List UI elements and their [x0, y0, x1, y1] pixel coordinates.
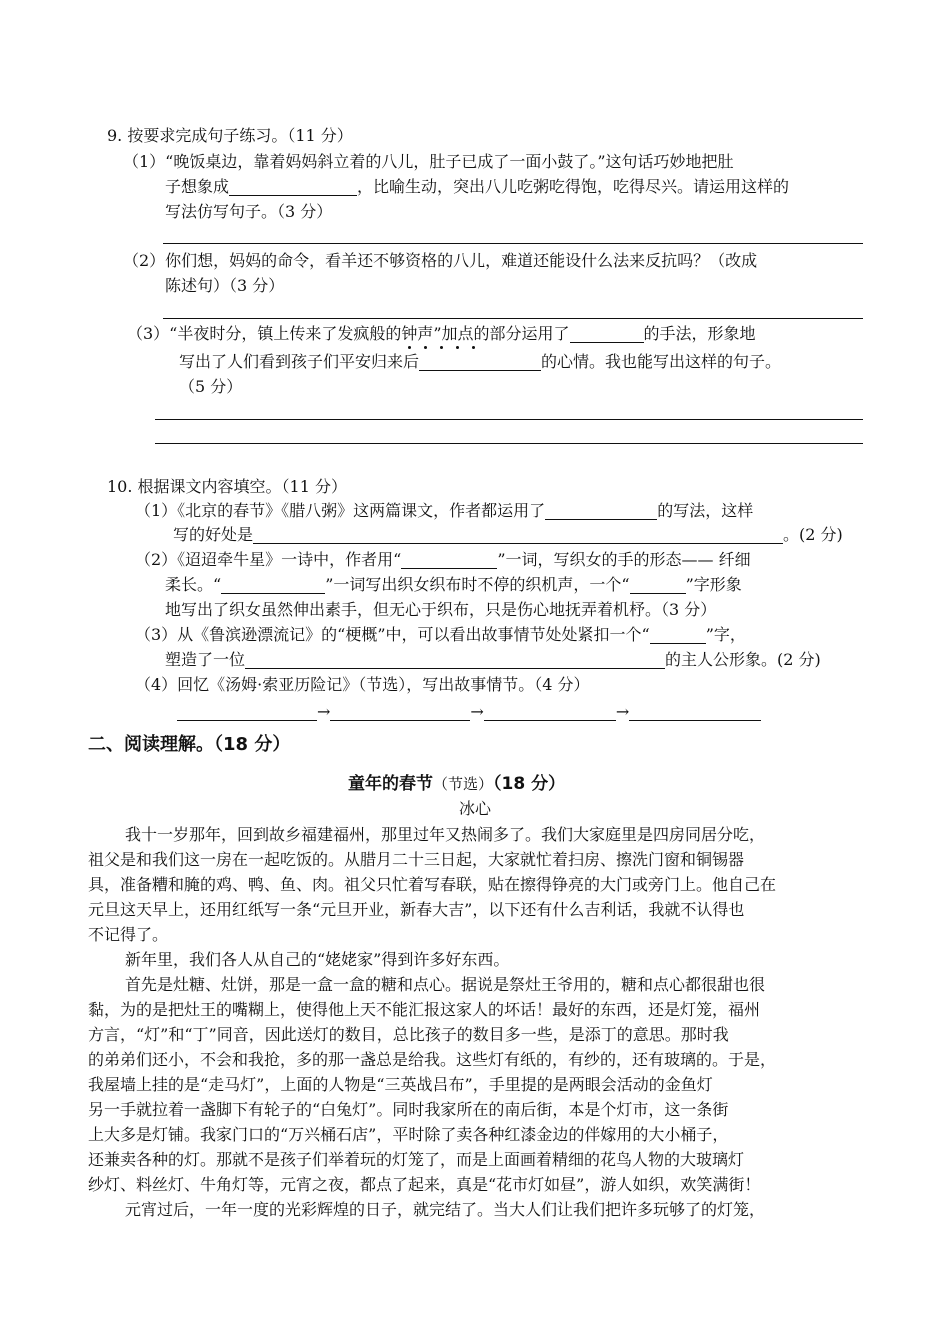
q10-s1-text-b: 的写法，这样 — [657, 501, 754, 520]
q10-s2-blank3[interactable] — [630, 577, 686, 594]
q10-s4-plot-chain — [177, 700, 761, 724]
emphasis-dot — [472, 346, 475, 349]
passage-line: 元宵过后，一年一度的光彩辉煌的日子，就完结了。当大人们让我们把许多玩够了的灯笼， — [125, 1200, 766, 1219]
q9-s2-line2: 陈述句）（3 分） — [165, 276, 285, 295]
passage-line: 首先是灶糖、灶饼，那是一盒一盒的糖和点心。据说是祭灶王爷用的，糖和点心都很甜也很 — [125, 975, 766, 994]
q9-s3-answer-line-2[interactable] — [155, 443, 863, 444]
q10-s1-blank1[interactable] — [545, 503, 657, 520]
passage-author: 冰心 — [459, 799, 492, 818]
arrow-icon: → — [470, 702, 484, 721]
q10-s3-line1 — [135, 623, 746, 647]
q10-s3-blank1[interactable] — [650, 627, 706, 644]
q9-s3-text-c: 写出了人们看到孩子们平安归来后 — [179, 352, 420, 371]
q10-s3-blank2[interactable] — [245, 652, 665, 669]
q10-s2-blank2[interactable] — [221, 577, 325, 594]
q10-s1-text-d: 。(2 分) — [783, 525, 843, 544]
emphasis-dot — [440, 346, 443, 349]
passage-line: 还兼卖各种的灯。那就不是孩子们举着玩的灯笼了，而是上面画着精细的花鸟人物的大玻璃灯 — [88, 1150, 745, 1169]
arrow-icon: → — [615, 702, 630, 721]
q10-s1-line2 — [173, 523, 843, 547]
q9-s3-line1 — [127, 322, 756, 346]
arrow-icon: → — [317, 702, 331, 721]
emphasis-dot — [456, 346, 459, 349]
passage-line: 上大多是灯铺。我家门口的“万兴桶石店”，平时除了卖各种红漆金边的伴嫁用的大小桶子， — [88, 1125, 729, 1144]
passage-line: 我十一岁那年，回到故乡福建福州，那里过年又热闹多了。我们大家庭里是四房同居分吃， — [125, 825, 766, 844]
passage-title — [348, 772, 565, 796]
passage-line: 不记得了。 — [88, 925, 169, 944]
q9-s2-answer-line[interactable] — [163, 318, 863, 319]
plot-blank-1[interactable] — [177, 704, 317, 721]
q10-s1-line1 — [135, 499, 753, 523]
q10-s3-text-b: ”字， — [705, 625, 746, 644]
q10-s3-text-c: 塑造了一位 — [165, 650, 246, 669]
q10-s3-line2 — [165, 648, 821, 672]
passage-line: 另一手就拉着一盏脚下有轮子的“白兔灯”。同时我家所在的南后街，本是个灯市，这一条街 — [88, 1100, 729, 1119]
q9-s1-text-b: ，比喻生动，突出八儿吃粥吃得饱，吃得尽兴。请运用这样的 — [357, 177, 790, 196]
q10-s2-text-e: ”字形象 — [685, 575, 742, 594]
q10-s1-text-a: （1）《北京的春节》《腊八粥》这两篇课文，作者都运用了 — [135, 501, 546, 520]
q10-s2-line1 — [135, 548, 751, 572]
q9-s1-line3: 写法仿写句子。（3 分） — [165, 202, 333, 221]
q10-s2-blank1[interactable] — [401, 552, 497, 569]
plot-blank-2[interactable] — [330, 704, 470, 721]
q9-s1-answer-line[interactable] — [163, 243, 863, 244]
passage-line: 的弟弟们还小，不会和我抢，多的那一盏总是给我。这些灯有纸的，有纱的，还有玻璃的。于是， — [88, 1050, 777, 1069]
q10-s1-blank2[interactable] — [253, 527, 783, 544]
plot-blank-4[interactable] — [629, 704, 761, 721]
plot-blank-3[interactable] — [484, 704, 616, 721]
emphasis-dot — [408, 346, 411, 349]
q9-s1-line1: （1）“晚饭桌边，靠着妈妈斜立着的八儿，肚子已成了一面小鼓了。”这句话巧妙地把肚 — [123, 152, 734, 171]
q9-s3-line3: （5 分） — [179, 377, 243, 396]
passage-line: 方言，“灯”和“丁”同音，因此送灯的数目，总比孩子的数目多一些，是添丁的意思。那时我 — [88, 1025, 729, 1044]
q9-s3-blank2[interactable] — [419, 354, 541, 371]
q10-s3-text-d: 的主人公形象。(2 分) — [665, 650, 821, 669]
passage-line: 祖父是和我们这一房在一起吃饭的。从腊月二十三日起，大家就忙着扫房、擦洗门窗和铜锡器 — [88, 850, 745, 869]
q9-s1-line2 — [165, 175, 789, 199]
q10-s2-line3: 地写出了织女虽然伸出素手，但无心于织布，只是伤心地抚弄着机杼。（3 分） — [165, 600, 717, 619]
passage-title-score: （18 分） — [493, 774, 566, 794]
section-heading: 二、阅读理解。（18 分） — [88, 734, 291, 755]
q9-s3-answer-line-1[interactable] — [155, 419, 863, 420]
q10-s2-text-d: ”一词写出织女织布时不停的织机声，一个“ — [325, 575, 630, 594]
passage-line: 元旦这天早上，还用红纸写一条“元旦开业，新春大吉”，以下还有什么吉利话，我就不认得也 — [88, 900, 745, 919]
q10-s1-text-c: 写的好处是 — [173, 525, 254, 544]
q9-s1-text-a: 子想象成 — [165, 177, 230, 196]
q9-s3-text-d: 的心情。我也能写出这样的句子。 — [541, 352, 782, 371]
q10-title: 10. 根据课文内容填空。（11 分） — [107, 477, 347, 496]
q10-s2-text-b: ”一词，写织女的手的形态—— 纤细 — [497, 550, 751, 569]
passage-line: 黏，为的是把灶王的嘴糊上，使得他上天不能汇报这家人的坏话！最好的东西，还是灯笼，福州 — [88, 1000, 761, 1019]
q9-s3-blank1[interactable] — [570, 326, 644, 343]
q10-s2-line2 — [165, 573, 742, 597]
passage-line: 新年里，我们各人从自己的“姥姥家”得到许多好东西。 — [125, 950, 510, 969]
q9-s3-text-b: 的手法，形象地 — [643, 324, 756, 343]
passage-title-note: （节选） — [433, 775, 494, 793]
q9-s1-blank[interactable] — [229, 179, 357, 196]
emphasis-dot — [424, 346, 427, 349]
q10-s2-text-c: 柔长。“ — [165, 575, 222, 594]
q9-title: 9. 按要求完成句子练习。（11 分） — [107, 126, 353, 145]
q9-s2-line1: （2）你们想，妈妈的命令，看羊还不够资格的八儿，难道还能设什么法来反抗吗？（改成 — [123, 251, 758, 270]
q9-s3-text-a: （3）“半夜时分，镇上传来了发疯般的钟声”加点的部分运用了 — [127, 324, 570, 343]
passage-line: 纱灯、料丝灯、牛角灯等，元宵之夜，都点了起来，真是“花市灯如昼”，游人如织，欢笑满街！ — [88, 1175, 761, 1194]
q10-s3-text-a: （3）从《鲁滨逊漂流记》的“梗概”中，可以看出故事情节处处紧扣一个“ — [135, 625, 650, 644]
passage-line: 我屋墙上挂的是“走马灯”，上面的人物是“三英战吕布”，手里提的是两眼会活动的金鱼灯 — [88, 1075, 713, 1094]
passage-line: 具，准备糟和腌的鸡、鸭、鱼、肉。祖父只忙着写春联，贴在擦得铮亮的大门或旁门上。他自己在 — [88, 875, 777, 894]
q9-s3-line2 — [179, 350, 781, 374]
q10-s4-line1: （4）回忆《汤姆·索亚历险记》（节选），写出故事情节。（4 分） — [135, 675, 590, 694]
passage-title-main: 童年的春节 — [348, 774, 433, 794]
q10-s2-text-a: （2）《迢迢牵牛星》一诗中，作者用“ — [135, 550, 402, 569]
